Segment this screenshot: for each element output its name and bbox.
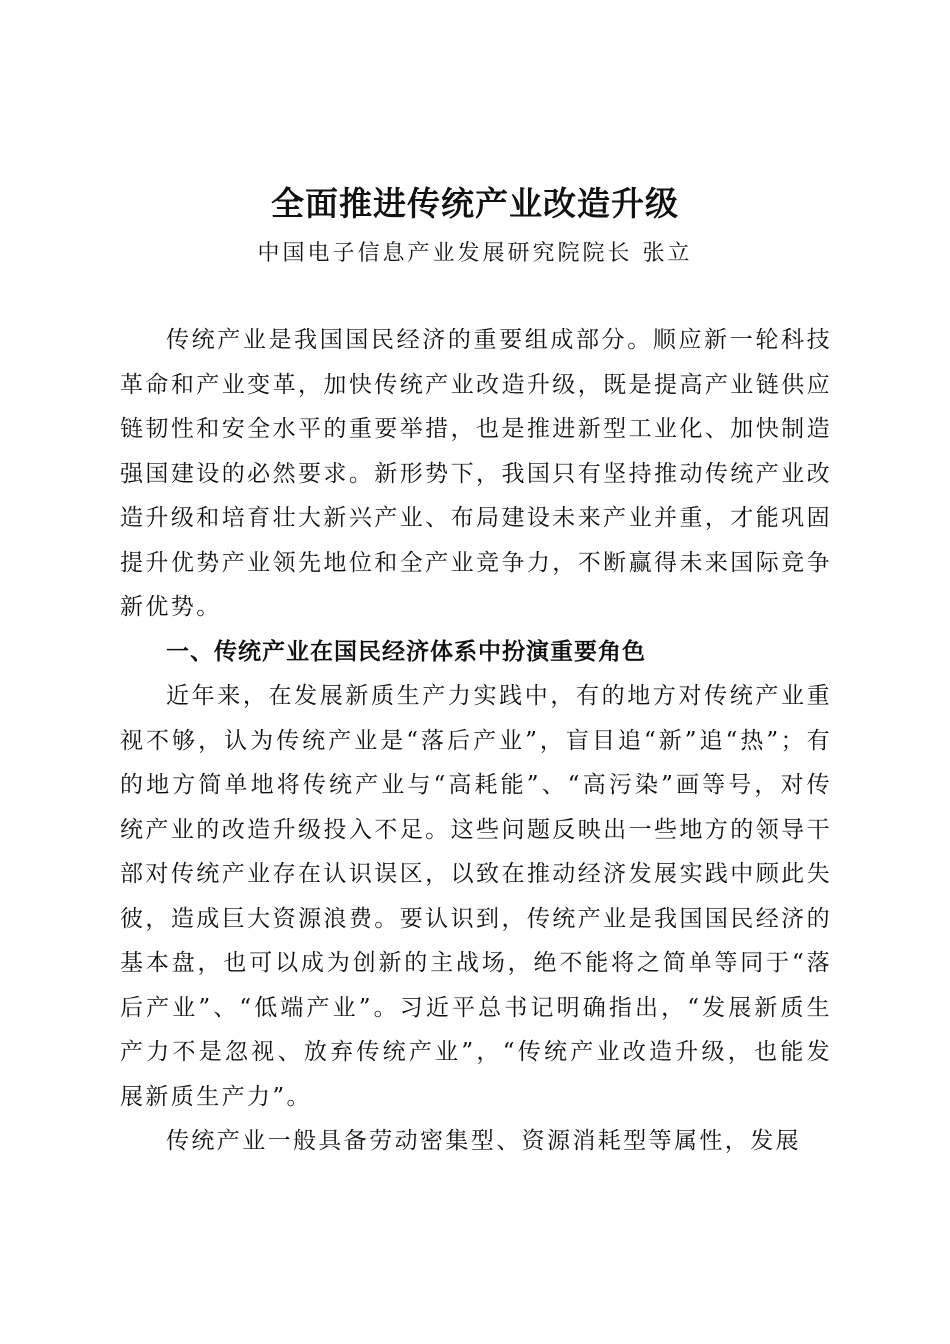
paragraph-section-1: 近年来，在发展新质生产力实践中，有的地方对传统产业重视不够，认为传统产业是“落后产业”，盲目追“新”追“热”；有的地方简单地将传统产业与“高耗能”、“高污染”画等号，对传统产业的改造升级投入不足。这些问题反映出一些地方的领导干部对传统产业存在认识误区，以致在推动经济发展实践中顾此失彼，造成巨大资源浪费。要认识到，传统产业是我国国民经济的基本盘，也可以成为创新的主战场，绝不能将之简单等同于“落后产业”、“低端产业”。习近平总书记明确指出，“发展新质生产力不是忽视、放弃传统产业”，“传统产业改造升级，也能发展新质生产力”。	[120, 683, 832, 1110]
paragraph-continued: 传统产业一般具备劳动密集型、资源消耗型等属性，发展	[166, 1128, 801, 1154]
section-heading-1: 一、传统产业在国民经济体系中扮演重要角色	[166, 638, 646, 665]
document-title: 全面推进传统产业改造升级	[271, 184, 679, 223]
document-body	[120, 318, 832, 1164]
paragraph-intro: 传统产业是我国国民经济的重要组成部分。顺应新一轮科技革命和产业变革，加快传统产业改造升级，既是提高产业链供应链韧性和安全水平的重要举措，也是推进新型工业化、加快制造强国建设的必然要求。新形势下，我国只有坚持推动传统产业改造升级和培育壮大新兴产业、布局建设未来产业并重，才能巩固提升优势产业领先地位和全产业竞争力，不断赢得未来国际竞争新优势。	[120, 327, 832, 620]
author-line: 中国电子信息产业发展研究院院长 张立	[257, 241, 693, 266]
